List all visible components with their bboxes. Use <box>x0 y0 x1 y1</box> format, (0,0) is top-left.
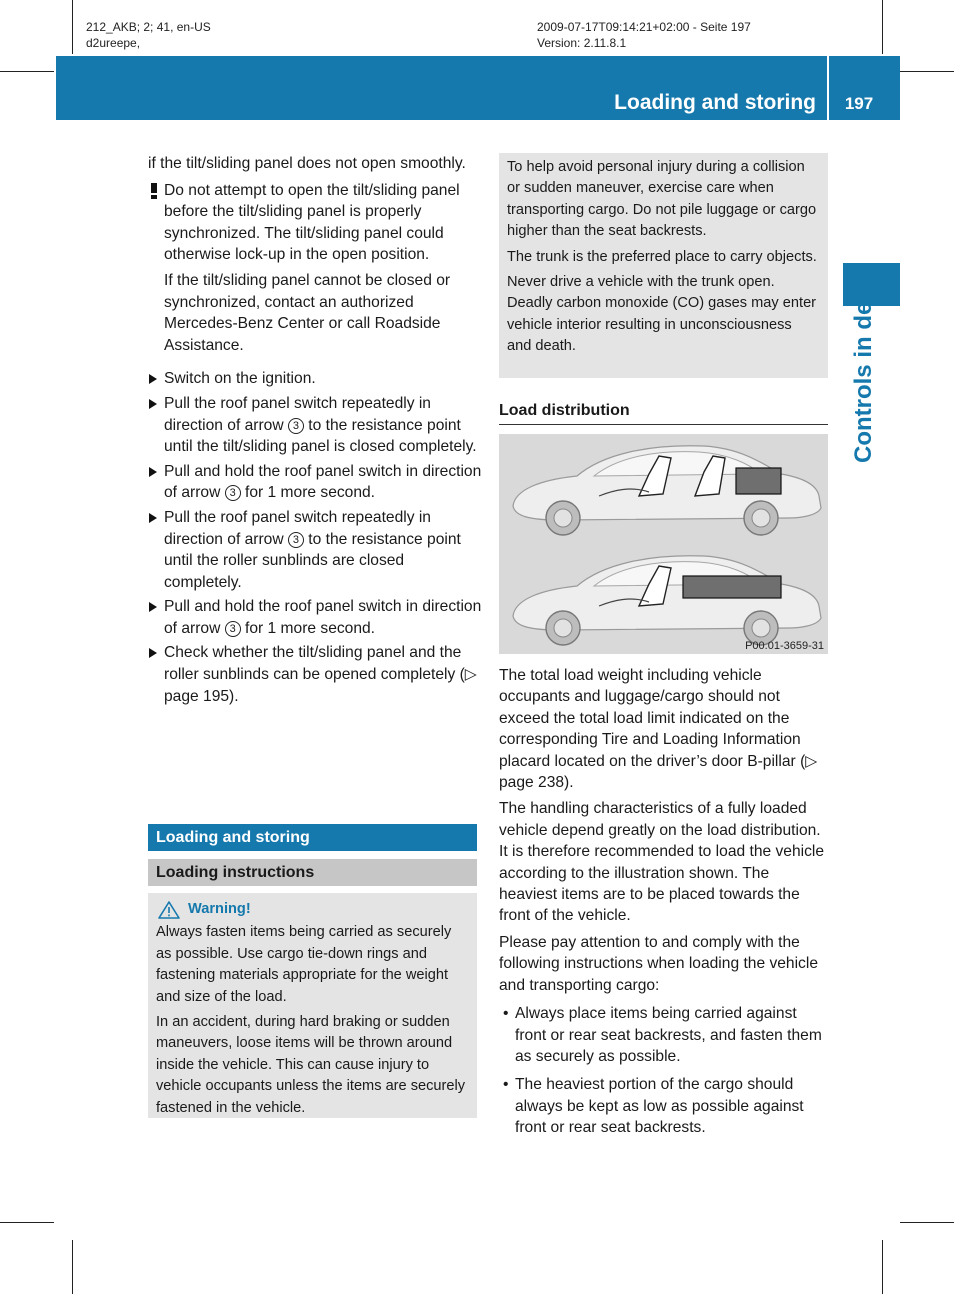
page-title: Loading and storing <box>614 91 816 114</box>
list-item <box>499 1003 831 1067</box>
caution-text: The trunk is the preferred place to carry objects. <box>507 248 817 265</box>
intro-text: if the tilt/sliding panel does not open smoothly. <box>148 155 466 172</box>
body-text: ). <box>564 774 574 792</box>
car-bottom-illustration <box>513 556 821 645</box>
instruction-step <box>148 461 482 504</box>
notice-text: If the tilt/sliding panel cannot be closed or synchronized, contact an authorized Mercedes-Benz Center or call Roadside Assistance. <box>164 271 451 354</box>
caution-box <box>499 153 828 378</box>
exclamation-icon <box>150 183 158 197</box>
subsection-heading: Loading instructions <box>148 859 477 886</box>
step-text: Pull the roof panel switch repeatedly in direction of arrow <box>164 394 431 434</box>
crop-mark <box>882 1240 883 1294</box>
meta-line: 212_AKB; 2; 41, en-US <box>86 20 211 34</box>
page-number: 197 <box>844 94 874 113</box>
warning-text: Always fasten items being carried as securely as possible. Use cargo tie-down rings and fastening materials appropriate for the weight and size of the load. <box>156 924 452 1005</box>
instruction-step <box>148 507 482 593</box>
list-item-text: The heaviest portion of the cargo should always be kept as low as possible against front or rear seat backrests. <box>515 1076 804 1137</box>
meta-line: d2ureepe, <box>86 36 141 50</box>
right-body-text <box>499 665 831 1139</box>
meta-line: Version: 2.11.8.1 <box>537 36 627 50</box>
arrow-ref-badge: 3 <box>288 532 304 548</box>
crop-mark <box>900 71 954 72</box>
arrow-ref-badge: 3 <box>225 485 241 501</box>
crop-mark <box>0 1222 54 1223</box>
crop-mark <box>72 0 73 54</box>
car-load-diagram <box>499 434 828 654</box>
crop-mark <box>882 0 883 54</box>
instruction-step <box>148 642 482 707</box>
warning-triangle-icon <box>158 901 180 919</box>
list-item-text: Always place items being carried against front or rear seat backrests, and fasten them as securely as possible. <box>515 1005 822 1065</box>
left-column <box>148 153 482 707</box>
step-text: to the resistance point until the tilt/sliding panel is closed completely. <box>164 416 477 456</box>
arrow-ref-badge: 3 <box>288 418 304 434</box>
page-reference-link[interactable]: ▷ page 238 <box>499 752 818 792</box>
car-top-illustration <box>513 446 821 535</box>
warning-text: In an accident, during hard braking or sudden maneuvers, loose items will be thrown around inside the vehicle. This can cause injury to vehicle occupants unless the items are securely fastened in the vehicle. <box>156 1014 466 1116</box>
step-text: Pull and hold the roof panel switch in direction of arrow <box>164 462 482 502</box>
section-heading: Loading and storing <box>148 824 477 851</box>
figure-code: P00.01-3659-31 <box>745 640 824 652</box>
page-reference-link[interactable]: ▷ page 195 <box>164 666 477 705</box>
body-paragraph: The handling characteristics of a fully loaded vehicle depend greatly on the load distribution. It is therefore recommended to load the vehicle according to the illustration shown. The heaviest items are to be placed towards the front of the vehicle. <box>499 800 825 925</box>
step-text: Switch on the ignition. <box>164 370 316 388</box>
print-meta-right <box>537 19 751 51</box>
step-text: Pull and hold the roof panel switch in direction of arrow <box>164 598 482 637</box>
print-meta-left <box>86 19 211 51</box>
crop-mark <box>900 1222 954 1223</box>
step-text: to the resistance point until the roller sunblinds are closed completely. <box>164 530 461 591</box>
instruction-step <box>148 393 482 458</box>
crop-mark <box>0 71 54 72</box>
chapter-tab-label: Controls in detail <box>850 266 878 464</box>
step-text: Pull the roof panel switch repeatedly in direction of arrow <box>164 508 431 548</box>
warning-label: Warning! <box>188 901 251 917</box>
meta-line: 2009-07-17T09:14:21+02:00 - Seite 197 <box>537 20 751 34</box>
step-text: Check whether the tilt/sliding panel and the roller sunblinds can be opened completely ( <box>164 644 465 684</box>
warning-box <box>148 893 477 1118</box>
instruction-step <box>148 596 482 639</box>
notice-block <box>148 180 482 357</box>
body-paragraph: Please pay attention to and comply with the following instructions when loading the vehicle and transporting cargo: <box>499 933 818 994</box>
step-text: for 1 more second. <box>240 484 376 502</box>
warning-header <box>156 899 469 920</box>
load-distribution-illustration <box>499 434 828 654</box>
load-distribution-heading: Load distribution <box>499 399 828 425</box>
caution-text: Never drive a vehicle with the trunk open. Deadly carbon monoxide (CO) gases may enter vehicle interior resulting in unconsciousness and death. <box>507 274 817 355</box>
arrow-ref-badge: 3 <box>225 621 241 637</box>
body-text: The total load weight including vehicle occupants and luggage/cargo should not exceed the total load limit indicated on the corresponding Tire and Loading Information placard located on the driver’s door B-pillar ( <box>499 667 806 770</box>
notice-text: Do not attempt to open the tilt/sliding panel before the tilt/sliding panel is properly synchronized. The tilt/sliding panel could otherwise lock-up in the open position. <box>164 181 460 264</box>
step-text: ). <box>229 687 239 705</box>
step-text: for 1 more second. <box>240 619 376 637</box>
body-paragraph <box>499 665 831 793</box>
instruction-steps <box>148 368 482 707</box>
crop-mark <box>72 1240 73 1294</box>
list-item <box>499 1074 831 1138</box>
caution-text: To help avoid personal injury during a collision or sudden maneuver, exercise care when transporting cargo. Do not pile luggage or cargo higher than the seat backrests. <box>507 159 817 240</box>
chapter-tab <box>844 220 884 510</box>
instruction-step <box>148 368 482 390</box>
